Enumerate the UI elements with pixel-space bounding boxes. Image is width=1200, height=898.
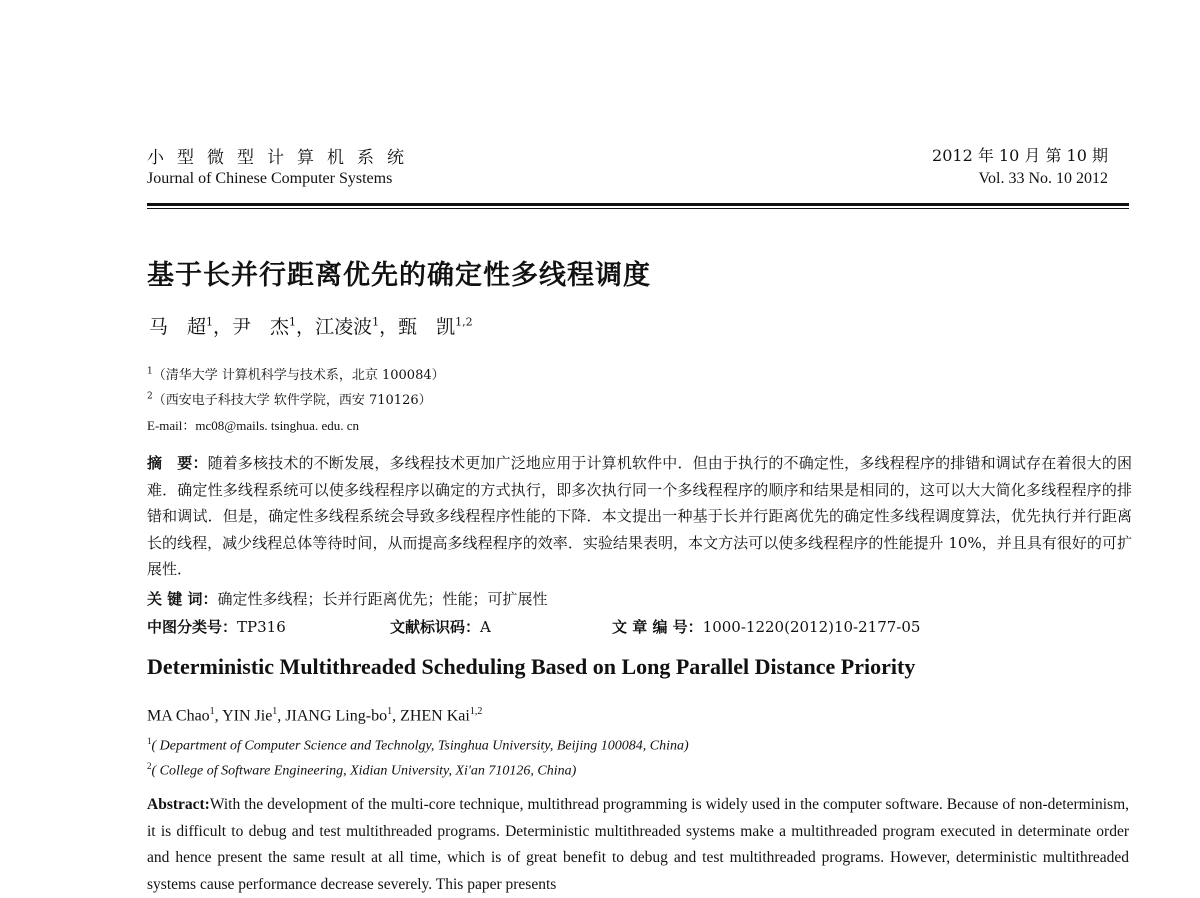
- author-name: 马 超: [149, 316, 207, 338]
- header-rule-thick: [147, 203, 1129, 206]
- journal-name-cn: 小型微型计算机系统: [147, 148, 417, 168]
- issue-volume-en: Vol. 33 No. 10 2012: [978, 170, 1108, 187]
- abstract-cn-text: 随着多核技术的不断发展，多线程技术更加广泛地应用于计算机软件中．但由于执行的不确定性，多线程程序的排错和调试存在着很大的困难．确定性多线程系统可以使多线程程序以确定的方式执行，即多次执行同一个多线程程序的顺序和结果是相同的，这可以大大简化多线程程序的排错和调试．但是，确定性多线程系统会导致多线程程序性能的下降．本文提出一种基于长并行距离优先的确定性多线程调度算法，优先执行并行距离长的线程，减少线程总体等待时间，从而提高多线程程序的效率．实验结果表明，本文方法可以使多线程程序的性能提升 10%，并且具有很好的可扩展性．: [147, 454, 1132, 578]
- affiliation-sup-en: 2: [147, 761, 152, 771]
- author-sup: 1: [206, 315, 214, 329]
- author-email: E-mail：mc08@mails. tsinghua. edu. cn: [147, 418, 359, 433]
- document-code: [390, 616, 491, 637]
- author-sup-en: 1: [387, 706, 393, 717]
- author-name-en: ZHEN Kai: [400, 707, 470, 725]
- keywords-label: 关 键 词：: [147, 590, 218, 608]
- doc-code-value: A: [480, 618, 491, 636]
- article-number: [612, 616, 920, 637]
- journal-name-en: Journal of Chinese Computer Systems: [147, 170, 393, 187]
- affiliation-en-2: [147, 761, 576, 780]
- author-name: 尹 杰: [232, 316, 290, 338]
- affiliation-text: （西安电子科技大学 软件学院，西安 710126）: [152, 393, 432, 408]
- paper-title-cn: 基于长并行距离优先的确定性多线程调度: [147, 260, 651, 291]
- clc-number: [147, 616, 286, 637]
- issue-date-cn: 2012 年 10 月 第 10 期: [932, 146, 1108, 165]
- author-name: 江凌波: [315, 316, 373, 338]
- article-no-value: 1000-1220(2012)10-2177-05: [702, 618, 921, 636]
- authors-cn: 马 超$^1$，尹 杰$^1$，江凌波$^1$，甄 凯$^{1,2}$: [149, 315, 473, 338]
- clc-label: 中图分类号：: [147, 618, 238, 636]
- clc-value: TP316: [237, 618, 286, 636]
- header-rule-thin: [147, 208, 1129, 209]
- keywords-cn: [147, 588, 547, 609]
- author-sup: 1: [372, 315, 380, 329]
- author-sup-en: 1,2: [469, 706, 483, 717]
- author-name-en: MA Chao: [147, 707, 210, 725]
- paper-title-en: Deterministic Multithreaded Scheduling Based on Long Parallel Distance Priority: [147, 654, 916, 679]
- authors-en: MA Chao$^1$, YIN Jie$^1$, JIANG Ling-$bo^1$, ZHEN Kai$^{1,2}$: [147, 706, 483, 725]
- affiliation-text-en: ( College of Software Engineering, Xidian University, Xi'an 710126, China): [151, 763, 577, 779]
- author-sup: 1: [289, 315, 297, 329]
- doc-code-label: 文献标识码：: [390, 618, 481, 636]
- affiliation-text: （清华大学 计算机科学与技术系，北京 100084）: [152, 368, 445, 383]
- abstract-en-text: With the development of the multi-core technique, multithread programming is widely used in the computer software. Because of non-determinism, it is difficult to debug and test multithreaded programs. Deterministic multithreaded systems make a multithreaded program executed in determinate order and hence present the same result at all time, which is of great benefit to debug and test multithreaded programs. However, deterministic multithreaded systems cause performance decrease severely. This paper presents: [147, 796, 1129, 893]
- abstract-en: [147, 792, 1129, 898]
- affiliation-text-en: ( Department of Computer Science and Technolgy, Tsinghua University, Beijing 100084, China): [151, 738, 689, 754]
- author-name: 甄 凯: [398, 316, 456, 338]
- abstract-cn: [147, 450, 1132, 583]
- author-sup: 1,2: [455, 315, 473, 329]
- affiliation-sup: 1: [147, 366, 153, 377]
- affiliation-sup: 2: [147, 391, 153, 402]
- affiliation-cn-1: [147, 364, 445, 383]
- keywords-text: 确定性多线程；长并行距离优先；性能；可扩展性: [217, 590, 548, 608]
- author-sup-en: 1: [272, 706, 278, 717]
- affiliation-sup-en: 1: [147, 736, 152, 746]
- affiliation-cn-2: [147, 389, 432, 408]
- abstract-en-label: Abstract:: [147, 796, 210, 813]
- affiliation-en-1: [147, 736, 689, 755]
- abstract-cn-label: 摘 要：: [147, 454, 208, 472]
- article-no-label: 文 章 编 号：: [612, 618, 703, 636]
- author-name-en: YIN Jie: [222, 707, 273, 725]
- author-name-en: JIANG Ling-bo: [285, 707, 388, 725]
- author-sup-en: 1: [209, 706, 215, 717]
